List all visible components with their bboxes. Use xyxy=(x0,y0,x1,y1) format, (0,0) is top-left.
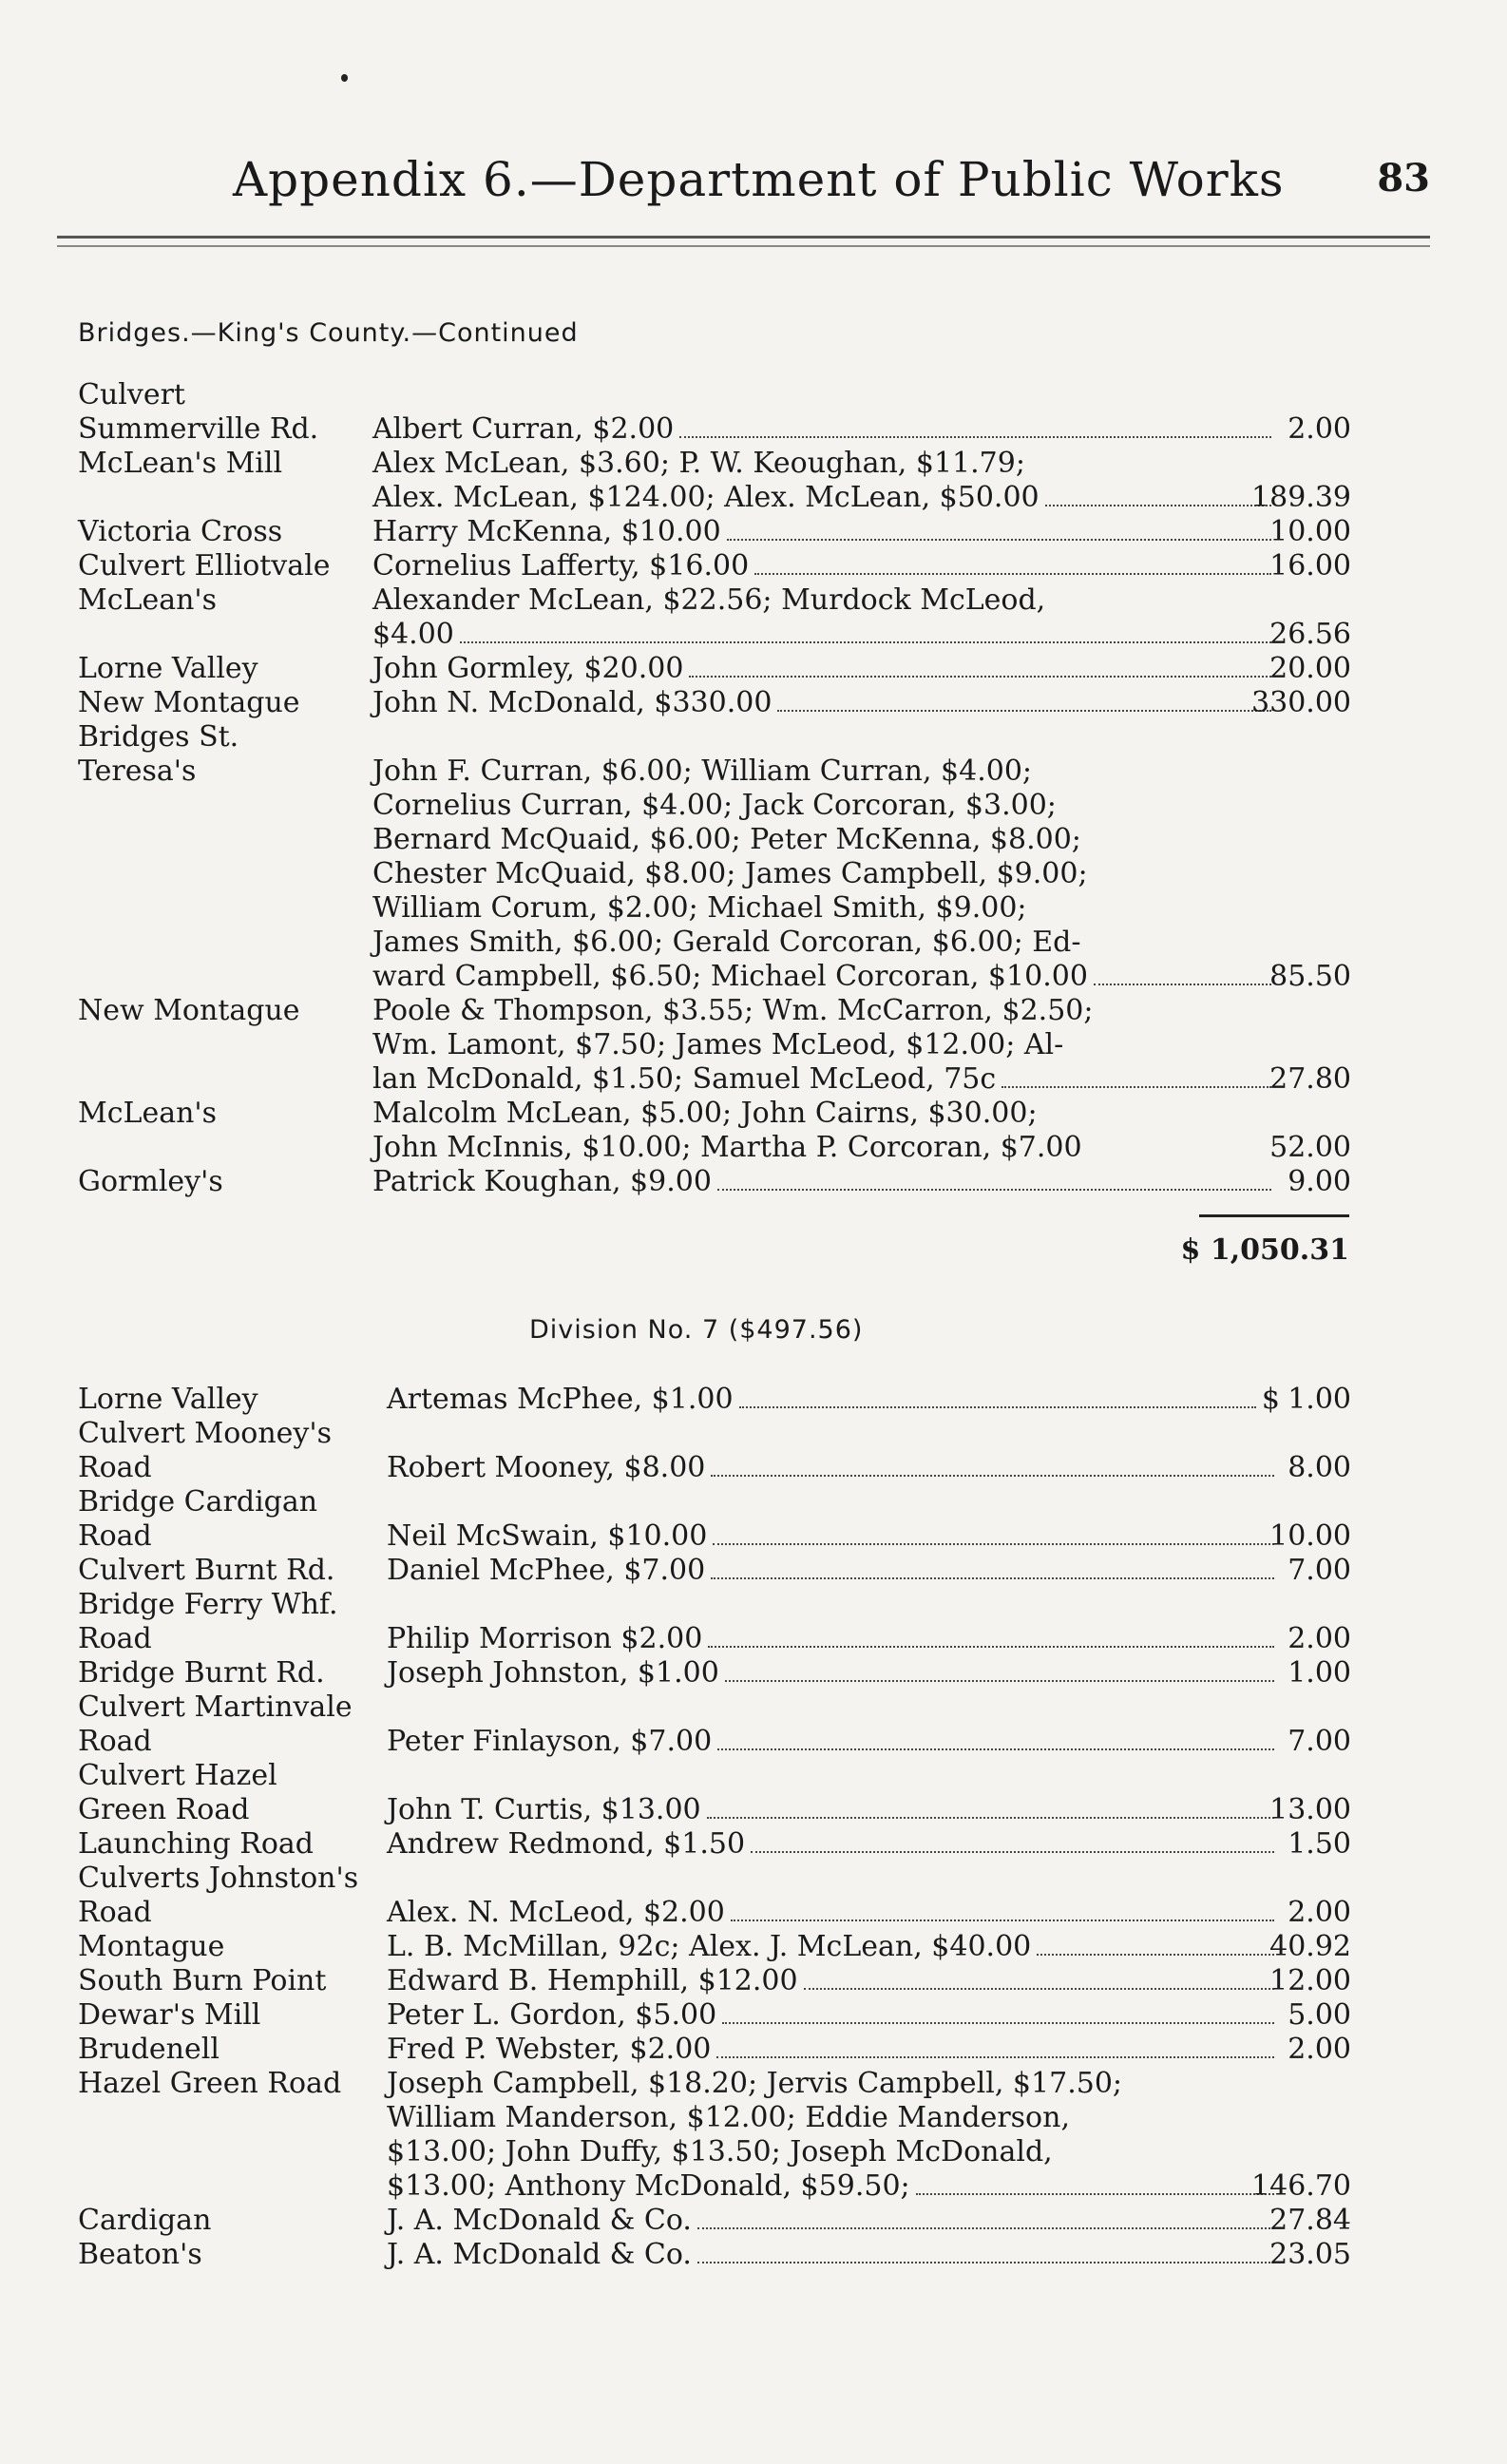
payee-line: John N. McDonald, $330.00 xyxy=(372,686,1277,720)
entry-payees xyxy=(372,583,1277,652)
payee-line: Daniel McPhee, $7.00 xyxy=(387,1554,1280,1588)
entry-row xyxy=(78,720,1351,994)
entry-payees xyxy=(387,1930,1280,1964)
entry-place: Launching Road xyxy=(78,1827,314,1861)
entry-row xyxy=(78,1690,1351,1759)
entry-amount: 1.00 xyxy=(1288,1656,1351,1690)
dot-leader xyxy=(713,1542,1274,1545)
entry-amount: 2.00 xyxy=(1288,1622,1351,1655)
entry-amount: 16.00 xyxy=(1269,549,1351,583)
entry-row xyxy=(78,1656,1351,1690)
entry-place: Culvert Martinvale Road xyxy=(78,1690,353,1758)
entry-place: Bridge Ferry Whf. Road xyxy=(78,1588,338,1655)
payee-line: Joseph Johnston, $1.00 xyxy=(387,1656,1280,1690)
entry-row xyxy=(78,652,1351,686)
entry-payees xyxy=(387,1383,1280,1417)
dot-leader xyxy=(460,640,1271,643)
dot-leader xyxy=(725,1679,1274,1682)
entry-amount: 7.00 xyxy=(1288,1725,1351,1758)
payee-line: Artemas McPhee, $1.00 $ xyxy=(387,1383,1280,1416)
dot-leader xyxy=(777,709,1271,712)
payee-line: Alex McLean, $3.60; P. W. Keoughan, $11.79; xyxy=(372,447,1025,480)
entry-place: Culvert Hazel Green Road xyxy=(78,1759,277,1826)
dot-leader xyxy=(717,1748,1274,1750)
entry-row xyxy=(78,1485,1351,1554)
header-rule-secondary xyxy=(57,245,1430,247)
payee-line: Wm. Lamont, $7.50; James McLeod, $12.00; Al- xyxy=(372,1028,1064,1061)
dot-leader xyxy=(731,1919,1274,1921)
payee-line: Alexander McLean, $22.56; Murdock McLeod, xyxy=(372,583,1046,617)
payee-line xyxy=(387,1759,1280,1793)
page-number: 83 xyxy=(1377,156,1430,201)
entry-amount: 26.56 xyxy=(1269,618,1351,651)
entry-amount: 146.70 xyxy=(1251,2169,1351,2203)
entry-place: Culvert Elliotvale xyxy=(78,549,331,583)
entry-row xyxy=(78,686,1351,720)
entry-row xyxy=(78,994,1351,1097)
payee-line: Alex. McLean, $124.00; Alex. McLean, $50.00 xyxy=(372,481,1277,515)
entry-place: Culverts Johnston's Road xyxy=(78,1862,359,1929)
entry-row xyxy=(78,1417,1351,1485)
total-rule xyxy=(1199,1214,1349,1217)
dot-leader xyxy=(804,1987,1274,1990)
payee-line: Fred P. Webster, $2.00 xyxy=(387,2033,1280,2067)
payee-line xyxy=(387,1588,1280,1622)
entry-row xyxy=(78,2033,1351,2067)
entry-payees xyxy=(372,686,1277,720)
entry-place: Bridge Burnt Rd. xyxy=(78,1656,325,1690)
entry-place: Victoria Cross xyxy=(78,515,283,548)
entry-amount: 10.00 xyxy=(1269,515,1351,548)
dot-leader xyxy=(711,1474,1274,1477)
entry-amount: 5.00 xyxy=(1288,1998,1351,2032)
payee-line: Robert Mooney, $8.00 xyxy=(387,1451,1280,1485)
payee-line: Chester McQuaid, $8.00; James Campbell, $9.00; xyxy=(372,857,1088,890)
payee-line: $13.00; Anthony McDonald, $59.50; xyxy=(387,2169,1280,2204)
entry-payees xyxy=(372,515,1277,549)
entry-row xyxy=(78,2238,1351,2272)
dot-leader xyxy=(697,2226,1274,2229)
entry-payees xyxy=(387,1827,1280,1862)
payee-line: Alex. N. McLeod, $2.00 xyxy=(387,1896,1280,1930)
dot-leader xyxy=(711,1576,1274,1579)
entry-payees xyxy=(372,378,1277,447)
entry-row xyxy=(78,1165,1351,1199)
entry-amount: 52.00 xyxy=(1269,1131,1351,1164)
entry-place: Bridge Cardigan Road xyxy=(78,1485,318,1553)
entry-place: Culvert Burnt Rd. xyxy=(78,1554,335,1587)
dot-leader xyxy=(751,1850,1274,1853)
entry-row xyxy=(78,1588,1351,1656)
entry-row xyxy=(78,2067,1351,2204)
payee-line: Albert Curran, $2.00 xyxy=(372,412,1277,447)
payee-line: Philip Morrison $2.00 xyxy=(387,1622,1280,1656)
payee-line: L. B. McMillan, 92c; Alex. J. McLean, $40.00 xyxy=(387,1930,1280,1964)
payee-line: Malcolm McLean, $5.00; John Cairns, $30.00; xyxy=(372,1097,1038,1130)
entry-row xyxy=(78,583,1351,652)
entry-payees xyxy=(387,1964,1280,1998)
entry-row xyxy=(78,1759,1351,1827)
entry-payees xyxy=(387,1998,1280,2033)
entry-place: McLean's xyxy=(78,583,218,617)
entry-amount: 27.84 xyxy=(1269,2204,1351,2237)
dot-leader xyxy=(727,538,1271,541)
payee-line: John T. Curtis, $13.00 xyxy=(387,1793,1280,1827)
payee-line xyxy=(387,1417,1280,1451)
entry-place: Montague xyxy=(78,1930,225,1963)
dot-leader xyxy=(708,1645,1274,1648)
payee-line: Bernard McQuaid, $6.00; Peter McKenna, $8.00; xyxy=(372,823,1081,856)
entry-place: McLean's xyxy=(78,1097,218,1130)
entry-payees xyxy=(372,1097,1277,1165)
payee-line: Patrick Koughan, $9.00 xyxy=(372,1165,1277,1199)
payee-line: lan McDonald, $1.50; Samuel McLeod, 75c xyxy=(372,1062,1277,1097)
entry-payees xyxy=(387,2033,1280,2067)
entry-row xyxy=(78,378,1351,447)
entry-place: Bridges St. Teresa's xyxy=(78,720,239,788)
payee-line: Poole & Thompson, $3.55; Wm. McCarron, $2.50; xyxy=(372,994,1094,1027)
entry-amount: 10.00 xyxy=(1269,1519,1351,1553)
payee-line: Cornelius Lafferty, $16.00 xyxy=(372,549,1277,583)
entry-row xyxy=(78,2204,1351,2238)
entry-place: Cardigan xyxy=(78,2204,212,2237)
entry-payees xyxy=(372,549,1277,583)
entry-payees xyxy=(372,447,1277,515)
dot-leader xyxy=(679,435,1271,438)
entry-payees xyxy=(387,1862,1280,1930)
entry-place: Beaton's xyxy=(78,2238,202,2271)
entry-place: Culvert Mooney's Road xyxy=(78,1417,333,1484)
section-heading-bridges: Bridges.—King's County.—Continued xyxy=(78,318,579,348)
entry-row xyxy=(78,1554,1351,1588)
entry-row xyxy=(78,1998,1351,2033)
payee-line: John McInnis, $10.00; Martha P. Corcoran, $7.00 xyxy=(372,1131,1082,1164)
dot-leader xyxy=(722,2021,1274,2024)
entry-payees xyxy=(372,1165,1277,1199)
entry-amount: 20.00 xyxy=(1269,652,1351,685)
payee-line: J. A. McDonald & Co. xyxy=(387,2204,1280,2238)
entry-payees xyxy=(372,652,1277,686)
entry-payees xyxy=(387,1417,1280,1485)
entry-place: Lorne Valley xyxy=(78,1383,258,1416)
entry-place: Gormley's xyxy=(78,1165,223,1198)
payee-line xyxy=(387,1862,1280,1896)
entry-place: Hazel Green Road xyxy=(78,2067,342,2100)
entry-amount: 13.00 xyxy=(1269,1793,1351,1826)
entry-row xyxy=(78,515,1351,549)
entry-row xyxy=(78,1930,1351,1964)
payee-line: $4.00 xyxy=(372,618,1277,652)
entry-amount: 85.50 xyxy=(1269,960,1351,993)
payee-line: J. A. McDonald & Co. xyxy=(387,2238,1280,2272)
payee-line xyxy=(387,1690,1280,1725)
payee-line xyxy=(387,1485,1280,1519)
entry-place: New Montague xyxy=(78,994,300,1027)
entry-amount: 9.00 xyxy=(1288,1165,1351,1198)
section-heading-division-7: Division No. 7 ($497.56) xyxy=(529,1315,864,1345)
entry-amount: 330.00 xyxy=(1251,686,1351,719)
entry-amount: 189.39 xyxy=(1251,481,1351,514)
dot-leader xyxy=(717,1188,1271,1191)
entry-payees xyxy=(387,2238,1280,2272)
entry-amount: 1.50 xyxy=(1288,1827,1351,1861)
entry-place: Culvert Summerville Rd. xyxy=(78,378,319,446)
entry-amount: 2.00 xyxy=(1288,2033,1351,2066)
payee-line: Andrew Redmond, $1.50 xyxy=(387,1827,1280,1862)
payee-line: William Corum, $2.00; Michael Smith, $9.00; xyxy=(372,891,1027,925)
entry-row xyxy=(78,549,1351,583)
header-rule xyxy=(57,236,1430,239)
entry-row xyxy=(78,1964,1351,1998)
section-total: $ 1,050.31 xyxy=(1180,1233,1349,1267)
entry-row xyxy=(78,1097,1351,1165)
entry-amount: 8.00 xyxy=(1288,1451,1351,1484)
payee-line: Joseph Campbell, $18.20; Jervis Campbell, $17.50; xyxy=(387,2067,1123,2100)
page-header xyxy=(233,152,1430,219)
page-title: Appendix 6.—Department of Public Works xyxy=(233,152,1285,207)
entry-amount: 40.92 xyxy=(1269,1930,1351,1963)
entry-payees xyxy=(387,1485,1280,1554)
dot-leader xyxy=(689,675,1271,678)
payee-line: John Gormley, $20.00 xyxy=(372,652,1277,686)
entry-payees xyxy=(372,994,1277,1097)
entry-row xyxy=(78,447,1351,515)
payee-line: $13.00; John Duffy, $13.50; Joseph McDonald, xyxy=(387,2135,1053,2168)
payee-line xyxy=(372,378,1277,412)
payee-line: James Smith, $6.00; Gerald Corcoran, $6.00; Ed- xyxy=(372,926,1081,959)
entry-payees xyxy=(387,1656,1280,1690)
entry-place: South Burn Point xyxy=(78,1964,327,1997)
bridges-entry-list xyxy=(78,378,1351,1199)
entry-amount: 1.00 xyxy=(1288,1383,1351,1416)
entry-amount: 23.05 xyxy=(1269,2238,1351,2271)
entry-amount: 27.80 xyxy=(1269,1062,1351,1096)
payee-line: Neil McSwain, $10.00 xyxy=(387,1519,1280,1554)
entry-row xyxy=(78,1862,1351,1930)
entry-amount: 7.00 xyxy=(1288,1554,1351,1587)
entry-row xyxy=(78,1827,1351,1862)
entry-payees xyxy=(387,1690,1280,1759)
entry-place: McLean's Mill xyxy=(78,447,283,480)
payee-line: Cornelius Curran, $4.00; Jack Corcoran, $3.00; xyxy=(372,789,1057,822)
entry-payees xyxy=(387,2067,1280,2204)
entry-place: Dewar's Mill xyxy=(78,1998,261,2032)
payee-line: William Manderson, $12.00; Eddie Manderson, xyxy=(387,2101,1070,2134)
payee-line: Peter L. Gordon, $5.00 xyxy=(387,1998,1280,2033)
dot-leader xyxy=(697,2261,1274,2263)
entry-payees xyxy=(387,1554,1280,1588)
dot-leader xyxy=(754,572,1271,575)
entry-amount: 2.00 xyxy=(1288,412,1351,446)
payee-line: John F. Curran, $6.00; William Curran, $4.00; xyxy=(372,754,1033,788)
payee-line xyxy=(372,720,1277,754)
entry-row xyxy=(78,1383,1351,1417)
leader-dollar-sign: $ xyxy=(1261,1383,1280,1416)
entry-amount: 12.00 xyxy=(1269,1964,1351,1997)
entry-amount: 2.00 xyxy=(1288,1896,1351,1929)
dot-leader xyxy=(739,1405,1256,1408)
division-7-entry-list xyxy=(78,1383,1351,2272)
entry-payees xyxy=(372,720,1277,994)
payee-line: ward Campbell, $6.50; Michael Corcoran, $10.00 xyxy=(372,960,1277,994)
entry-payees xyxy=(387,2204,1280,2238)
entry-place: Lorne Valley xyxy=(78,652,258,685)
entry-payees xyxy=(387,1759,1280,1827)
entry-place: New Montague xyxy=(78,686,300,719)
payee-line: Edward B. Hemphill, $12.00 xyxy=(387,1964,1280,1998)
payee-line: Harry McKenna, $10.00 xyxy=(372,515,1277,549)
entry-payees xyxy=(387,1588,1280,1656)
ink-speck xyxy=(341,74,348,82)
entry-place: Brudenell xyxy=(78,2033,219,2066)
dot-leader xyxy=(716,2055,1274,2058)
payee-line: Peter Finlayson, $7.00 xyxy=(387,1725,1280,1759)
dot-leader xyxy=(707,1816,1274,1819)
